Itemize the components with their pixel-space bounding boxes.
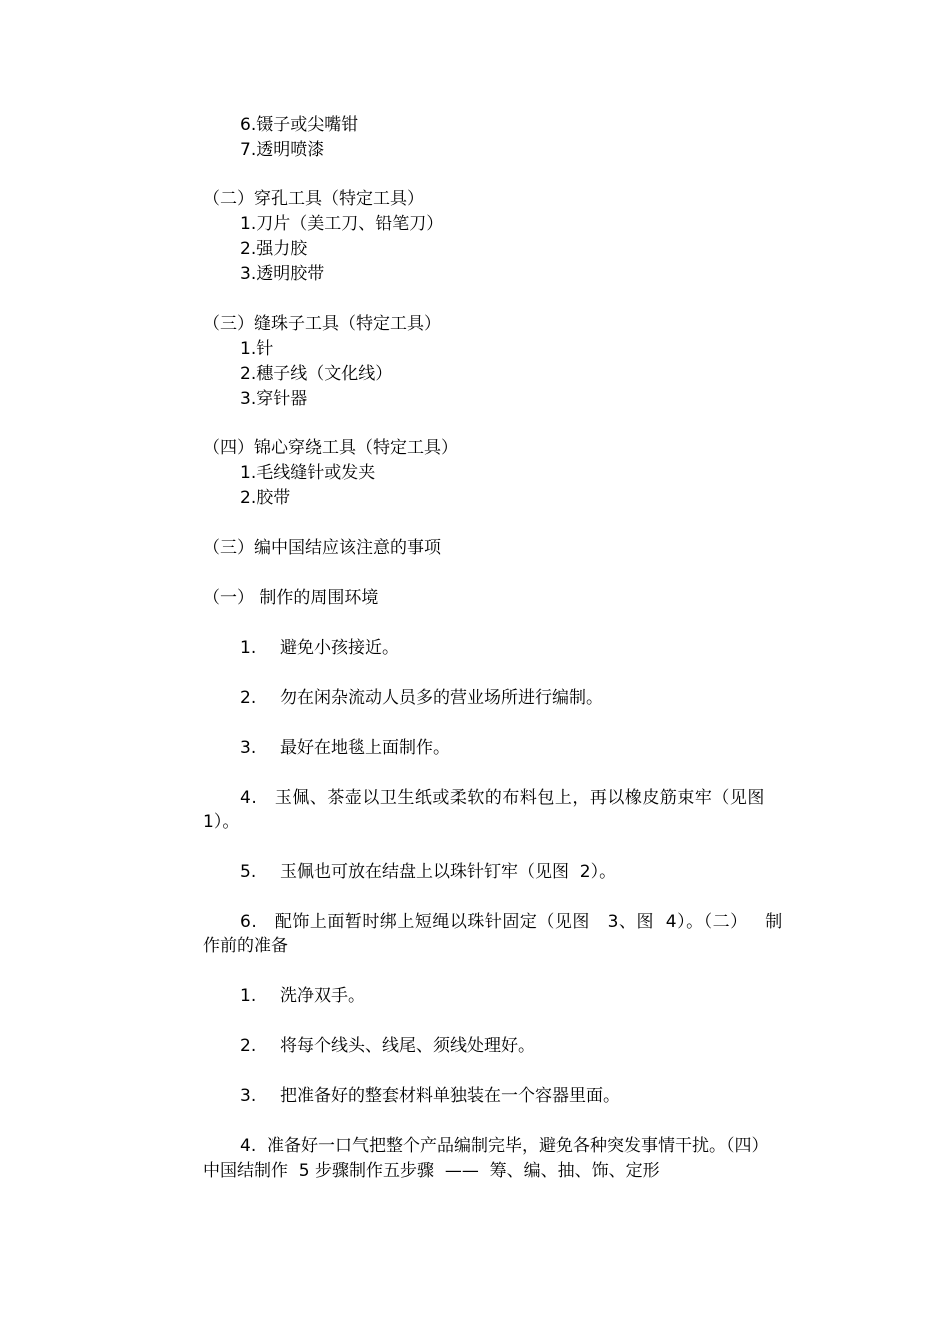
- environment-item-2: [240, 686, 603, 711]
- environment-item-3: [240, 736, 450, 761]
- item-text: 将每个线头、线尾、须线处理好。: [280, 1036, 535, 1056]
- item-text: 勿在闲杂流动人员多的营业场所进行编制。: [280, 688, 603, 708]
- item-text: 把准备好的整套材料单独装在一个容器里面。: [280, 1086, 620, 1106]
- preparation-item-3: [240, 1084, 620, 1109]
- subsection-heading-environment: （一） 制作的周围环境: [203, 588, 379, 608]
- item-text: 最好在地毯上面制作。: [280, 738, 450, 758]
- weaving-item-1: 1.毛线缝针或发夹: [240, 463, 376, 483]
- section-heading-beading-tools: （三）缝珠子工具（特定工具）: [203, 314, 441, 334]
- item-text: 洗净双手。: [280, 986, 365, 1006]
- environment-item-6: 6. 配饰上面暂时绑上短绳以珠针固定（见图 3、图 4）。（二） 制: [240, 912, 783, 932]
- preparation-item-1: [240, 984, 365, 1009]
- section-heading-piercing-tools: （二）穿孔工具（特定工具）: [203, 189, 424, 209]
- item-number: 2.: [240, 688, 257, 708]
- item-number: 1.: [240, 986, 257, 1006]
- preparation-item-2: [240, 1034, 535, 1059]
- preparation-item-4: 4. 准备好一口气把整个产品编制完毕，避免各种突发事情干扰。（四）: [240, 1136, 769, 1156]
- environment-item-4-continued: 1）。: [203, 812, 240, 832]
- piercing-item-3: 3.透明胶带: [240, 264, 325, 284]
- piercing-item-2: 2.强力胶: [240, 239, 308, 259]
- weaving-item-2: 2.胶带: [240, 488, 291, 508]
- section-heading-precautions: （三）编中国结应该注意的事项: [203, 538, 441, 558]
- item-text: 避免小孩接近。: [280, 638, 399, 658]
- environment-item-4: 4. 玉佩、茶壶以卫生纸或柔软的布料包上，再以橡皮筋束牢（见图: [240, 788, 765, 808]
- section-heading-weaving-tools: （四）锦心穿绕工具（特定工具）: [203, 438, 458, 458]
- beading-item-1: 1.针: [240, 339, 274, 359]
- environment-item-5: [240, 860, 616, 885]
- item-text: 玉佩也可放在结盘上以珠针钉牢（见图 2）。: [280, 862, 617, 882]
- piercing-item-1: 1.刀片（美工刀、铅笔刀）: [240, 214, 444, 234]
- beading-item-2: 2.穗子线（文化线）: [240, 364, 393, 384]
- environment-item-1: [240, 636, 399, 661]
- item-number: 2.: [240, 1036, 257, 1056]
- tool-item-6: 6.镊子或尖嘴钳: [240, 115, 359, 135]
- tool-item-7: 7.透明喷漆: [240, 140, 325, 160]
- item-number: 3.: [240, 738, 257, 758]
- environment-item-6-continued: 作前的准备: [203, 936, 288, 956]
- item-number: 1.: [240, 638, 257, 658]
- item-number: 3.: [240, 1086, 257, 1106]
- beading-item-3: 3.穿针器: [240, 389, 308, 409]
- item-number: 5.: [240, 862, 257, 882]
- five-steps-heading: 中国结制作 5 步骤制作五步骤 —— 筹、编、抽、饰、定形: [203, 1161, 660, 1181]
